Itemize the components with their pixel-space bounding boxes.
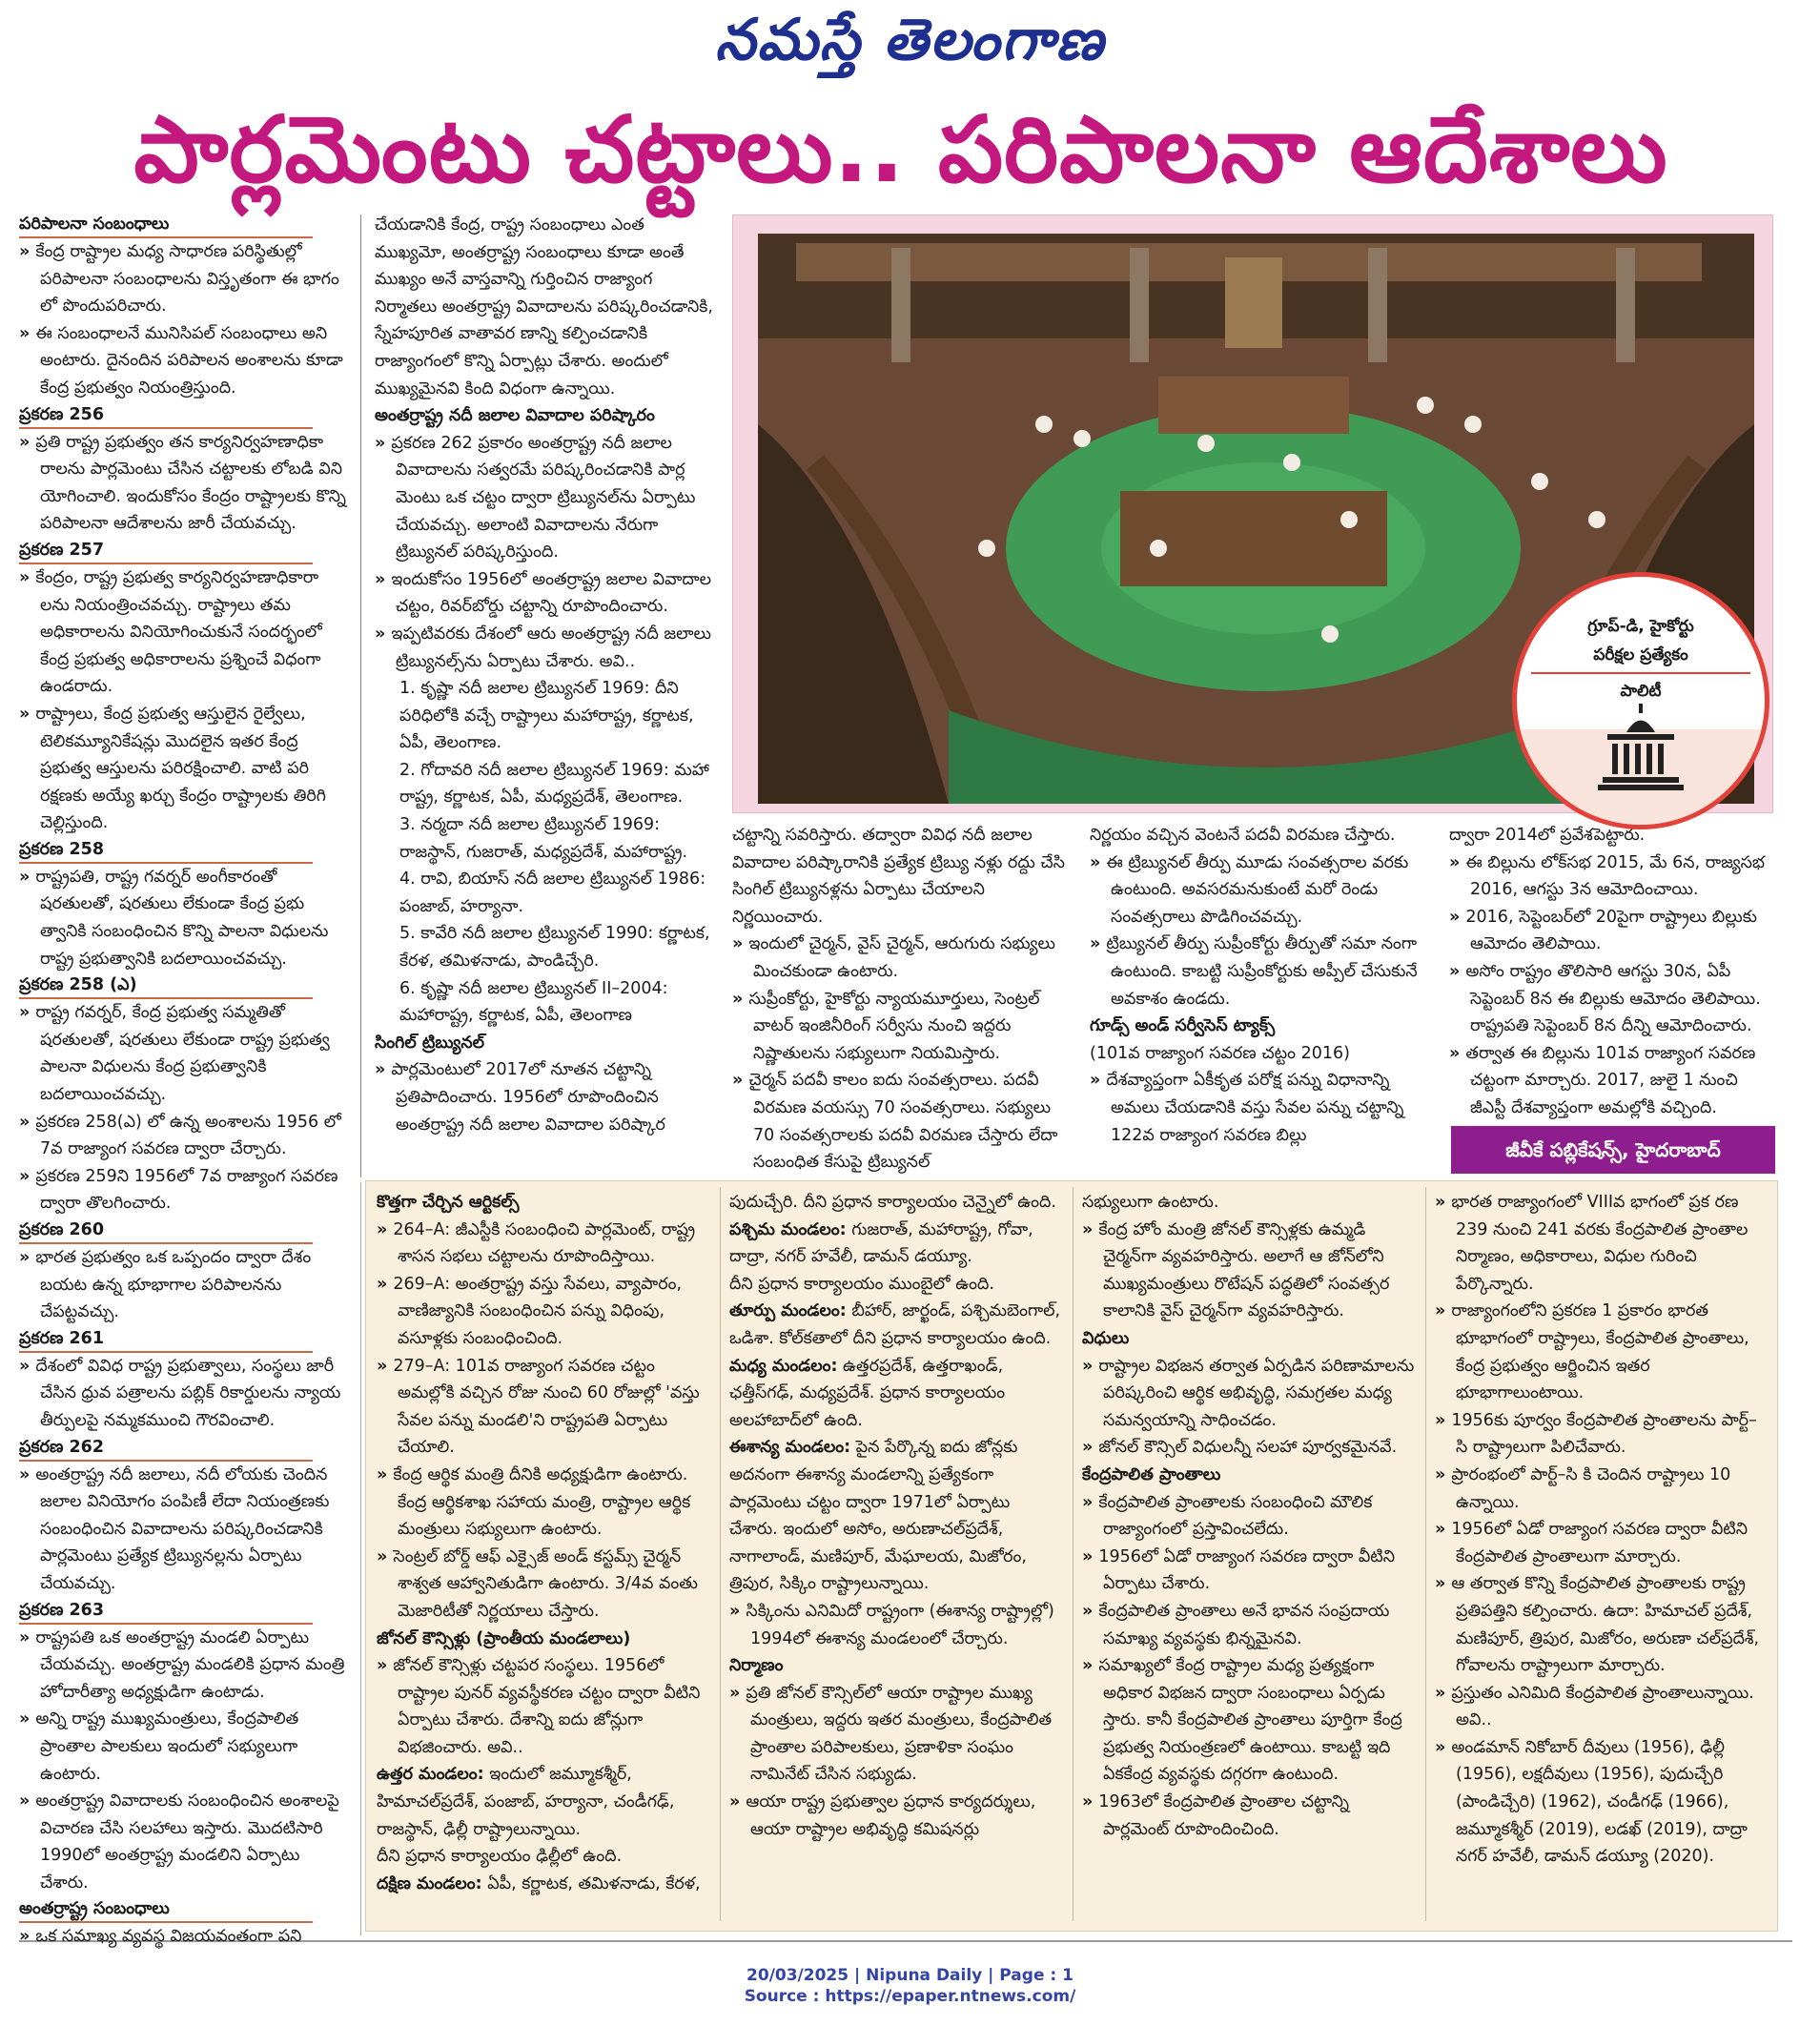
badge-line-2: పరీక్షల ప్రత్యేకం — [1593, 645, 1688, 665]
paragraph: » ఇప్పటివరకు దేశంలో ఆరు అంతర్రాష్ట్ర నదీ జలాలు ట్రిబ్యునల్స్‌ను ఏర్పాటు చేశారు. అవి.. — [375, 621, 713, 675]
paragraph: పుదుచ్చేరి. దీని ప్రధాన కార్యాలయం చెన్నైలో ఉంది. — [729, 1193, 1056, 1212]
paragraph: సభ్యులుగా ఉంటారు. — [1082, 1193, 1219, 1212]
footer-date-line: 20/03/2025 | Nipuna Daily | Page : 1 — [746, 1966, 1074, 1985]
column-3 — [732, 822, 1071, 1177]
paragraph: 5. కావేరి నదీ జలాల ట్రిబ్యునల్ 1990: కర్ణాటక, కేరళ, తమిళనాడు, పాండిచ్చేరి. — [399, 924, 710, 972]
paragraph: » భారత ప్రభుత్వం ఒక ఒప్పందం ద్వారా దేశం బయట ఉన్న భూభాగాల పరిపాలనను చేపట్టవచ్చు. — [19, 1244, 353, 1326]
section-heading: ప్రకరణ 258 (ఎ) — [19, 972, 313, 999]
section-heading: పరిపాలనా సంబంధాలు — [19, 212, 313, 238]
paragraph: » ఈ ట్రిబ్యునల్ తీర్పు మూడు సంవత్సరాల వరకు ఉంటుంది. అవసరమనుకుంటే మరో రెండు సంవత్సరాలు పొడిగించవచ్చు. — [1090, 849, 1428, 931]
paragraph: » దేశవ్యాప్తంగా ఏకీకృత పరోక్ష పన్ను విధానాన్ని అమలు చేయడానికి వస్తు సేవల పన్ను చట్టాన్ని 122వ రాజ్యాంగ సవరణ బిల్లు — [1090, 1067, 1428, 1149]
section-heading: సింగిల్ ట్రిబ్యునల్ — [375, 1033, 485, 1053]
paragraph: » ఇందుకోసం 1956లో అంతర్రాష్ట్ర జలాల వివాదాల చట్టం, రివర్‌బోర్డు చట్టాన్ని రూపొందించారు. — [375, 566, 713, 621]
paragraph: » ఇందులో చైర్మన్, వైస్ చైర్మన్, ఆరుగురు సభ్యులు మించకుండా ఉంటారు. — [732, 931, 1071, 985]
paragraph: » రాష్ట్రాలు, కేంద్ర ప్రభుత్వ ఆస్తులైన రైల్వేలు, టెలికమ్యూనికేషన్లు మొదలైన ఇతర కేంద్ర ప్రభుత్వ ఆస్తులను పరిరక్షించాలి. వాటి పరి రక్షణకు అయ్యే ఖర్చు కేంద్రం రాష్ట్రాలకు తిరిగి చెల్లిస్తుంది. — [19, 701, 353, 837]
paragraph: (101వ రాజ్యాంగ సవరణ చట్టం 2016) — [1090, 1043, 1350, 1063]
section-heading: అంతర్రాష్ట్ర సంబంధాలు — [19, 1896, 313, 1923]
section-heading: ప్రకరణ 262 — [19, 1435, 313, 1462]
paragraph: » భారత రాజ్యాంగంలో VIIIవ భాగంలో ప్రక రణ 239 నుంచి 241 వరకు కేంద్రపాలిత ప్రాంతాల నిర్మాణం, అధికారాలు, విధుల గురించి పేర్కొన్నారు. — [1435, 1189, 1769, 1298]
headline: పార్లమెంటు చట్టాలు.. పరిపాలనా ఆదేశాలు — [133, 96, 1668, 203]
paragraph: » కేంద్ర ఆర్థిక మంత్రి దీనికి అధ్యక్షుడిగా ఉంటారు. కేంద్ర ఆర్థికశాఖ సహాయ మంత్రి, రాష్ట్రాల ఆర్థిక మంత్రులు సభ్యులుగా ఉంటారు. — [377, 1462, 710, 1544]
paragraph: 2. గోదావరి నదీ జలాల ట్రిబ్యునల్ 1969: మహా రాష్ట్ర, కర్ణాటక, ఏపీ, మధ్యప్రదేశ్, తెలంగాణ. — [399, 760, 709, 808]
paragraph: ద్వారా 2014లో ప్రవేశపెట్టారు. — [1449, 826, 1646, 845]
paragraph: » పార్లమెంటులో 2017లో నూతన చట్టాన్ని ప్రతిపాదించారు. 1956లో రూపొందించిన అంతర్రాష్ట్ర నదీ జలాల వివాదాల పరిష్కార — [375, 1056, 713, 1138]
paragraph: » అండమాన్ నికోబార్ దీవులు (1956), ఢిల్లీ (1956), లక్షదీవులు (1956), పుదుచ్చేరి (పాండిచ్చేరి) (1962), చండీగఢ్ (1966), జమ్మూకశ్మీర్ (2019), లడఖ్ (2019), దాద్రా నగర్ హవేలీ, డామన్ డయ్యూ (2020). — [1435, 1734, 1769, 1871]
parliament-building-icon — [1593, 699, 1688, 794]
section-heading: గూడ్స్ అండ్ సర్వీసెస్ ట్యాక్స్ — [1090, 1016, 1276, 1036]
section-heading: కేంద్రపాలిత ప్రాంతాలు — [1082, 1464, 1221, 1484]
paragraph: » ఆయా రాష్ట్ర ప్రభుత్వాల ప్రధాన కార్యదర్శులు, ఆయా రాష్ట్రాల అభివృద్ధి కమిషనర్లు — [729, 1789, 1063, 1843]
paragraph: » ప్రకరణ 258(ఎ) లో ఉన్న అంశాలను 1956 లో 7వ రాజ్యాంగ సవరణ ద్వారా చేర్చారు. — [19, 1109, 353, 1163]
section-heading: ప్రకరణ 261 — [19, 1326, 313, 1353]
section-heading: కొత్తగా చేర్చిన ఆర్టికల్స్ — [377, 1193, 520, 1212]
paragraph: దక్షిణ మండలం: ఏపీ, కర్ణాటక, తమిళనాడు, కేరళ, — [377, 1873, 701, 1893]
box-column-1 — [377, 1189, 710, 1897]
paragraph: » కేంద్ర హోం మంత్రి జోనల్ కౌన్సిళ్లకు ఉమ్మడి చైర్మన్‌గా వ్యవహరిస్తారు. అలాగే ఆ జోన్‌లోని ముఖ్యమంత్రులు రొటేషన్ పద్ధతిలో సంవత్సర కాలానికి వైస్ చైర్మన్‌గా వ్యవహరిస్తారు. — [1082, 1217, 1416, 1325]
paragraph: » కేంద్రపాలిత ప్రాంతాలకు సంబంధించి మౌలిక రాజ్యాంగంలో ప్రస్తావించలేదు. — [1082, 1489, 1416, 1544]
paragraph: చట్టాన్ని సవరిస్తారు. తద్వారా వివిధ నదీ జలాల వివాదాల పరిష్కారానికి ప్రత్యేక ట్రిబ్యు నళ్లు రద్దు చేసి సింగిల్ ట్రిబ్యునళ్లను ఏర్పాటు చేయాలని నిర్ణయించారు. — [732, 826, 1065, 927]
paragraph: దీని ప్రధాన కార్యాలయం ముంబైలో ఉంది. — [729, 1274, 994, 1294]
paragraph: 1. కృష్ణా నదీ జలాల ట్రిబ్యునల్ 1969: దీని పరిధిలోకి వచ్చే రాష్ట్రాలు మహారాష్ట్ర, కర్ణాటక, ఏపీ, తెలంగాణ. — [399, 679, 694, 753]
column-2 — [375, 212, 713, 1138]
paragraph: » ప్రతి రాష్ట్ర ప్రభుత్వం తన కార్యనిర్వహణాధికా రాలను పార్లమెంటు చేసిన చట్టాలకు లోబడి విని యోగించాలి. ఇందుకోసం కేంద్రం రాష్ట్రాలకు కొన్ని పరిపాలనా ఆదేశాలను జారీ చేయవచ్చు. — [19, 429, 353, 538]
paragraph: చేయడానికి కేంద్ర, రాష్ట్ర సంబంధాలు ఎంత ముఖ్యమో, అంతర్రాష్ట్ర సంబంధాలు కూడా అంతే ముఖ్యం అనే వాస్తవాన్ని గుర్తించిన రాజ్యాంగ నిర్మాతలు అంతర్రాష్ట్ర వివాదాలను పరిష్కరించడానికి, స్నేహపూరిత వాతావర ణాన్ని కల్పించడానికి రాజ్యాంగంలో కొన్ని ఏర్పాట్లు చేశారు. అందులో ముఖ్యమైనవి కింది విధంగా ఉన్నాయి. — [375, 215, 713, 399]
paragraph: » అసోం రాష్ట్రం తొలిసారి ఆగస్టు 30న, ఏపీ సెప్టెంబర్ 8న ఈ బిల్లుకు ఆమోదం తెలిపాయి. రాష్ట్రపతి సెప్టెంబర్ 8న దీన్ని ఆమోదించారు. — [1449, 958, 1778, 1040]
paragraph: » 1963లో కేంద్రపాలిత ప్రాంతాల చట్టాన్ని పార్లమెంట్ రూపొందించింది. — [1082, 1789, 1416, 1843]
masthead: నమస్తే తెలంగాణ — [714, 7, 1106, 73]
paragraph: దీని ప్రధాన కార్యాలయం ఢిల్లీలో ఉంది. — [377, 1847, 623, 1867]
section-heading: అంతర్రాష్ట్ర నదీ జలాల వివాదాల పరిష్కారం — [375, 406, 655, 426]
column-4 — [1090, 822, 1428, 1149]
paragraph: » రాష్ట్రపతి, రాష్ట్ర గవర్నర్ అంగీకారంతో షరతులతో, షరతులు లేకుండా కేంద్ర ప్రభు త్వానికి సంబంధించిన కొన్ని పాలనా విధులను రాష్ట్ర ప్రభుత్వానికి బదలాయించవచ్చు. — [19, 864, 353, 972]
paragraph: » సమాఖ్యలో కేంద్ర రాష్ట్రాల మధ్య ప్రత్యక్షంగా అధికార విభజన ద్వారా సంబంధాలు ఏర్పడు స్తారు. కానీ కేంద్రపాలిత ప్రాంతాలు పూర్తిగా కేంద్ర ప్రభుత్వ నియంత్రణలో ఉంటాయి. కాబట్టి ఇది ఏకకేంద్ర వ్యవస్థకు దగ్గరగా ఉంటుంది. — [1082, 1652, 1416, 1789]
column-1 — [19, 212, 353, 1951]
paragraph: » అంతర్రాష్ట్ర వివాదాలకు సంబంధించిన అంశాలపై విచారణ చేసి సలహాలు ఇస్తారు. మొదటిసారి 1990లో అంతర్రాష్ట్ర మండలిని ఏర్పాటు చేశారు. — [19, 1788, 353, 1896]
paragraph: ఉత్తర మండలం: ఇందులో జమ్మూకశ్మీర్, హిమాచల్‌ప్రదేశ్, పంజాబ్, హర్యానా, చండీగఢ్, రాజస్థాన్, ఢిల్లీ రాష్ట్రాలున్నాయి. — [377, 1765, 675, 1839]
paragraph: పశ్చిమ మండలం: గుజరాత్, మహారాష్ట్ర, గోవా, దాద్రా, నగర్ హవేలీ, డామన్ డయ్యూ. — [729, 1219, 1033, 1267]
column-5 — [1449, 822, 1778, 1122]
section-heading: జోనల్ కౌన్సిళ్లు (ప్రాంతీయ మండలాలు) — [377, 1628, 631, 1648]
paragraph: » ఈ సంబంధాలనే మునిసిపల్ సంబంధాలు అని అంటారు. దైనందిన పరిపాలన అంశాలను కూడా కేంద్ర ప్రభుత్వం నియంత్రిస్తుంది. — [19, 320, 353, 402]
paragraph: 6. కృష్ణా నదీ జలాల ట్రిబ్యునల్ II–2004: మహారాష్ట్ర, కర్ణాటక, ఏపీ, తెలంగాణ — [399, 978, 668, 1026]
paragraph: ఈశాన్య మండలం: పైన పేర్కొన్న ఐదు జోన్లకు అదనంగా ఈశాన్య మండలాన్ని ప్రత్యేకంగా పార్లమెంటు చట్టం ద్వారా 1971లో ఏర్పాటు చేశారు. ఇందులో అసోం, అరుణాచల్‌ప్రదేశ్, నాగాలాండ్, మణిపూర్, మేఘాలయ, మిజోరం, త్రిపుర, సిక్కిం రాష్ట్రాలున్నాయి. — [729, 1438, 1027, 1594]
topic-badge — [1512, 572, 1769, 829]
paragraph: » ఒక సమాఖ్య వ్యవస్థ విజయవంతంగా పని — [19, 1923, 353, 1951]
paragraph: తూర్పు మండలం: బీహార్, జార్ఖండ్, పశ్చిమబెంగాల్, ఒడిశా. కోల్‌కతాలో దీని ప్రధాన కార్యాలయం ఉంది. — [729, 1301, 1061, 1348]
paragraph: 4. రావి, బియాస్ నదీ జలాల ట్రిబ్యునల్ 1986: పంజాబ్, హర్యానా. — [399, 870, 706, 916]
paragraph: » ఈ బిల్లును లోక్‌సభ 2015, మే 6న, రాజ్యసభ 2016, ఆగస్టు 3న ఆమోదించాయి. — [1449, 849, 1778, 904]
paragraph: » జోనల్ కౌన్సిల్ విధులన్నీ సలహా పూర్వకమైనవే. — [1082, 1434, 1416, 1462]
paragraph: » తర్వాత ఈ బిల్లును 101వ రాజ్యాంగ సవరణ చట్టంగా మార్చారు. 2017, జులై 1 నుంచి జీఎస్టీ దేశవ్యాప్తంగా అమల్లోకి వచ్చింది. — [1449, 1040, 1778, 1122]
paragraph: » 1956లో ఏడో రాజ్యాంగ సవరణ ద్వారా వీటిని ఏర్పాటు చేశారు. — [1082, 1544, 1416, 1598]
paragraph: » రాజ్యాంగంలోని ప్రకరణ 1 ప్రకారం భారత భూభాగంలో రాష్ట్రాలు, కేంద్రపాలిత ప్రాంతాలు, కేంద్ర ప్రభుత్వం ఆర్జించిన ఇతర భూభాగాలుంటాయి. — [1435, 1298, 1769, 1406]
paragraph: » జోనల్ కౌన్సిళ్లు చట్టపర సంస్థలు. 1956లో రాష్ట్రాల పునర్ వ్యవస్థీకరణ చట్టం ద్వారా వీటిని ఏర్పాటు చేశారు. దేశాన్ని ఐదు జోన్లుగా విభజించారు. అవి.. — [377, 1652, 710, 1761]
paragraph: » సుప్రీంకోర్టు, హైకోర్టు న్యాయమూర్తులు, సెంట్రల్ వాటర్ ఇంజినీరింగ్ సర్వీసు నుంచి ఇద్దరు నిష్ణాతులను సభ్యులుగా నియమిస్తారు. — [732, 986, 1071, 1068]
box-column-2 — [729, 1189, 1063, 1843]
footer-source-line: Source : https://epaper.ntnews.com/ — [744, 1987, 1076, 2006]
paragraph: » దేశంలో వివిధ రాష్ట్ర ప్రభుత్వాలు, సంస్థలు జారీ చేసిన ధ్రువ పత్రాలను పబ్లిక్ రికార్డులను న్యాయ తీర్పులపై నమ్మకముంచి గౌరవించాలి. — [19, 1353, 353, 1435]
paragraph: » రాష్ట్రపతి ఒక అంతర్రాష్ట్ర మండలి ఏర్పాటు చేయవచ్చు. అంతర్రాష్ట్ర మండలికి ప్రధాన మంత్రి హోదారీత్యా అధ్యక్షుడిగా ఉంటాడు. — [19, 1625, 353, 1707]
section-heading: ప్రకరణ 256 — [19, 402, 313, 429]
paragraph: » 269–A: అంతర్రాష్ట్ర వస్తు సేవలు, వ్యాపారం, వాణిజ్యానికి సంబంధించిన పన్ను విధింపు, వసూళ్లకు సంబంధించింది. — [377, 1271, 710, 1353]
paragraph: » ట్రిబ్యునల్ తీర్పు సుప్రీంకోర్టు తీర్పుతో సమా నంగా ఉంటుంది. కాబట్టి సుప్రీంకోర్టుకు అప్పీల్ చేసుకునే అవకాశం ఉండదు. — [1090, 931, 1428, 1013]
badge-line-3: పాలిటీ — [1620, 682, 1662, 701]
paragraph: మధ్య మండలం: ఉత్తరప్రదేశ్, ఉత్తరాఖండ్, ఛత్తీస్‌గఢ్, మధ్యప్రదేశ్. ప్రధాన కార్యాలయం అలహాబాద్‌లో ఉంది. — [729, 1356, 1006, 1430]
section-heading: ప్రకరణ 257 — [19, 538, 313, 564]
paragraph: » ఆ తర్వాత కొన్ని కేంద్రపాలిత ప్రాంతాలకు రాష్ట్ర ప్రతిపత్తిని కల్పించారు. ఉదా: హిమాచల్ ప్రదేశ్, మణిపూర్, త్రిపుర, మిజోరం, అరుణా చల్‌ప్రదేశ్, గోవాలను రాష్ట్రాలుగా మార్చారు. — [1435, 1570, 1769, 1679]
paragraph: » కేంద్రపాలిత ప్రాంతాలు అనే భావన సంప్రదాయ సమాఖ్య వ్యవస్థకు భిన్నమైనవి. — [1082, 1598, 1416, 1652]
column-divider — [360, 1182, 361, 1935]
column-divider — [360, 215, 361, 1177]
section-heading: ప్రకరణ 260 — [19, 1218, 313, 1244]
paragraph: » సిక్కింను ఎనిమిదో రాష్ట్రంగా (ఈశాన్య రాష్ట్రాల్లో) 1994లో ఈశాన్య మండలంలో చేర్చారు. — [729, 1598, 1063, 1652]
paragraph: » సెంట్రల్ బోర్డ్ ఆఫ్ ఎక్సైజ్ అండ్ కస్టమ్స్ చైర్మన్ శాశ్వత ఆహ్వానితుడిగా ఉంటారు. 3/4వ వంతు మెజారిటీతో నిర్ణయాలు చేస్తారు. — [377, 1544, 710, 1626]
paragraph: » ప్రారంభంలో పార్ట్–సి కి చెందిన రాష్ట్రాలు 10 ఉన్నాయి. — [1435, 1462, 1769, 1516]
paragraph: » అన్ని రాష్ట్ర ముఖ్యమంత్రులు, కేంద్రపాలిత ప్రాంతాల పాలకులు ఇందులో సభ్యులుగా ఉంటారు. — [19, 1706, 353, 1788]
paragraph: నిర్ణయం వచ్చిన వెంటనే పదవీ విరమణ చేస్తారు. — [1090, 826, 1396, 845]
section-heading: విధులు — [1082, 1328, 1130, 1348]
paragraph: » రాష్ట్ర గవర్నర్, కేంద్ర ప్రభుత్వ సమ్మతితో షరతులతో, షరతులు లేకుండా రాష్ట్ర ప్రభుత్వ పాలనా విధులను కేంద్ర ప్రభుత్వానికి బదలాయించవచ్చు. — [19, 999, 353, 1108]
box-column-3 — [1082, 1189, 1416, 1843]
paragraph: » 1956కు పూర్వం కేంద్రపాలిత ప్రాంతాలను పార్ట్–సి రాష్ట్రాలుగా పిలిచేవారు. — [1435, 1407, 1769, 1462]
publisher-label: జీవీకే పబ్లికేషన్స్, హైదరాబాద్ — [1451, 1126, 1775, 1174]
paragraph: » రాష్ట్రాల విభజన తర్వాత ఏర్పడిన పరిణామాలను పరిష్కరించి ఆర్థిక అభివృద్ధి, సమగ్రతల మధ్య సమన్వయాన్ని సాధించడం. — [1082, 1353, 1416, 1435]
paragraph: » అంతర్రాష్ట్ర నదీ జలాలు, నదీ లోయకు చెందిన జలాల వినియోగం పంపిణీ లేదా నియంత్రణకు సంబంధించిన వివాదాలను పరిష్కరించడానికి పార్లమెంటు ప్రత్యేక ట్రిబ్యునల్లను ఏర్పాటు చేయవచ్చు. — [19, 1462, 353, 1598]
paragraph: » కేంద్ర రాష్ట్రాల మధ్య సాధారణ పరిస్థితుల్లో పరిపాలనా సంబంధాలను విస్తృతంగా ఈ భాగం లో పొందుపరిచారు. — [19, 238, 353, 320]
paragraph: » 264–A: జీఎస్టీకి సంబంధించి పార్లమెంట్, రాష్ట్ర శాసన సభలు చట్టాలను రూపొందిస్తాయి. — [377, 1217, 710, 1271]
paragraph: » కేంద్రం, రాష్ట్ర ప్రభుత్వ కార్యనిర్వహణాధికారా లను నియంత్రించవచ్చు. రాష్ట్రాలు తమ అధికారాలను వినియోగించుకునే సందర్భంలో కేంద్ర ప్రభుత్వ అధికారాలను ప్రశ్నించే విధంగా ఉండరాదు. — [19, 564, 353, 701]
paragraph: » 1956లో ఏడో రాజ్యాంగ సవరణ ద్వారా వీటిని కేంద్రపాలిత ప్రాంతాలుగా మార్చారు. — [1435, 1516, 1769, 1570]
paragraph: » ప్రకరణ 262 ప్రకారం అంతర్రాష్ట్ర నదీ జలాల వివాదాలను సత్వరమే పరిష్కరించడానికి పార్ల మెంటు ఒక చట్టం ద్వారా ట్రిబ్యునల్‌ను ఏర్పాటు చేయవచ్చు. అలాంటి వివాదాలను నేరుగా ట్రిబ్యునల్ పరిష్కరిస్తుంది. — [375, 430, 713, 566]
paragraph: » ప్రస్తుతం ఎనిమిది కేంద్రపాలిత ప్రాంతాలున్నాయి. అవి.. — [1435, 1680, 1769, 1734]
paragraph: » చైర్మన్ పదవీ కాలం ఐదు సంవత్సరాలు. పదవీ విరమణ వయస్సు 70 సంవత్సరాలు. సభ్యులు 70 సంవత్సరాలకు పదవీ విరమణ చేస్తారు లేదా సంబంధిత కేసుపై ట్రిబ్యునల్ — [732, 1067, 1071, 1176]
paragraph: » ప్రకరణ 259ని 1956లో 7వ రాజ్యాంగ సవరణ ద్వారా తొలగించారు. — [19, 1163, 353, 1218]
paragraph: » 2016, సెప్టెంబర్‌లో 20పైగా రాష్ట్రాలు బిల్లుకు ఆమోదం తెలిపాయి. — [1449, 904, 1778, 958]
section-heading: నిర్మాణం — [729, 1656, 784, 1676]
section-heading: ప్రకరణ 263 — [19, 1598, 313, 1625]
badge-line-1: గ్రూప్-డి, హైకోర్టు — [1587, 617, 1694, 636]
box-column-4 — [1435, 1189, 1769, 1871]
paragraph: » ప్రతి జోనల్ కౌన్సిల్‌లో ఆయా రాష్ట్రాల ముఖ్య మంత్రులు, ఇద్దరు ఇతర మంత్రులు, కేంద్రపాలిత ప్రాంతాల పరిపాలకులు, ప్రణాళికా సంఘం నామినేట్ చేసిన సభ్యుడు. — [729, 1680, 1063, 1789]
paragraph: » 279–A: 101వ రాజ్యాంగ సవరణ చట్టం అమల్లోకి వచ్చిన రోజు నుంచి 60 రోజుల్లో 'వస్తు సేవల పన్ను మండలి'ని రాష్ట్రపతి ఏర్పాటు చేయాలి. — [377, 1353, 710, 1462]
paragraph: 3. నర్మదా నదీ జలాల ట్రిబ్యునల్ 1969: రాజస్థాన్, గుజరాత్, మధ్యప్రదేశ్, మహారాష్ట్ర. — [399, 815, 688, 862]
section-heading: ప్రకరణ 258 — [19, 837, 313, 864]
